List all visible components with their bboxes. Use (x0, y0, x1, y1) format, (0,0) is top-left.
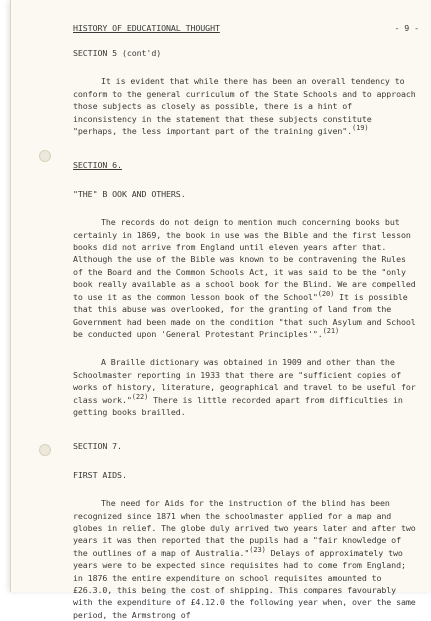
punch-hole (39, 444, 51, 456)
section-5-paragraph (73, 75, 419, 137)
paragraph-text: There is little recorded apart from difficulties in getting books brailled. (73, 394, 403, 417)
punch-hole (39, 150, 51, 162)
paragraph-text: Delays of approximately two years were to be expected since requisites had to come from England; in 1876 the entire expenditure on school requisites amounted to £26.3.0, this being the cost of shipping. This compares favourably with the expenditure of £4.12.0 the following year when, over the same period, the Armstrong of (73, 547, 416, 620)
footnote-ref: (19) (352, 124, 369, 133)
header-title: HISTORY OF EDUCATIONAL THOUGHT (73, 23, 220, 33)
page-number: - 9 - (394, 23, 419, 33)
page-text (73, 22, 419, 621)
document-page (10, 0, 431, 620)
section-6-subheading: "THE" B OOK AND OTHERS. (73, 188, 186, 199)
paragraph-text: It is evident that while there has been an overall tendency to conform to the general curriculum of the State Schools and to approach those subjects as closely as possible, there is a hint of inconsistency in the statement that these subjects constitute "perhaps, the less important part of the training given". (73, 76, 416, 137)
section-7-subheading: FIRST AIDS. (73, 469, 127, 480)
footnote-ref: (23) (249, 545, 266, 554)
paragraph-text: The need for Aids for the instruction of the blind has been recognized since 1871 when the schoolmaster applied for a map and globes in relief. The globe duly arrived two years later and after two years it was then reported that the pupils had a "fair knowledge of the outlines of a map of Australia." (73, 498, 416, 558)
paragraph-text: A Braille dictionary was obtained in 1909 and other than the Schoolmaster reporting in 1933 that there are "sufficient copies of works of history, literature, geographical and travel to be useful for class work." (73, 357, 416, 405)
section-5-heading: SECTION 5 (cont'd) (73, 48, 162, 58)
paragraph-text: It is possible that this abuse was overlooked, for the granting of land from the Government had been made on the condition "that such Asylum and School be conducted upon 'General Protestant Principles'". (73, 291, 416, 339)
running-header (73, 22, 419, 36)
section-6-paragraph-2 (73, 356, 419, 418)
footnote-ref: (21) (322, 326, 340, 335)
section-6-heading: SECTION 6. (73, 160, 122, 171)
section-6-paragraph-1 (73, 216, 419, 340)
footnote-ref: (20) (317, 289, 335, 298)
section-7-paragraph-1 (73, 497, 419, 621)
paragraph-text: The records do not deign to mention much concerning books but certainly in 1869, the book in use was the Bible and the first lesson books did not arrive from England until eleven years after that. Although the use of the Bible was known to be contravening the Rules of the Board and the Common Schools Act, it was said to be the "only book really available as a school book for the Blind. We are compelled to use it as the common lesson book of the School" (73, 217, 416, 302)
footnote-ref: (22) (131, 392, 149, 401)
section-7-heading: SECTION 7. (73, 441, 122, 452)
